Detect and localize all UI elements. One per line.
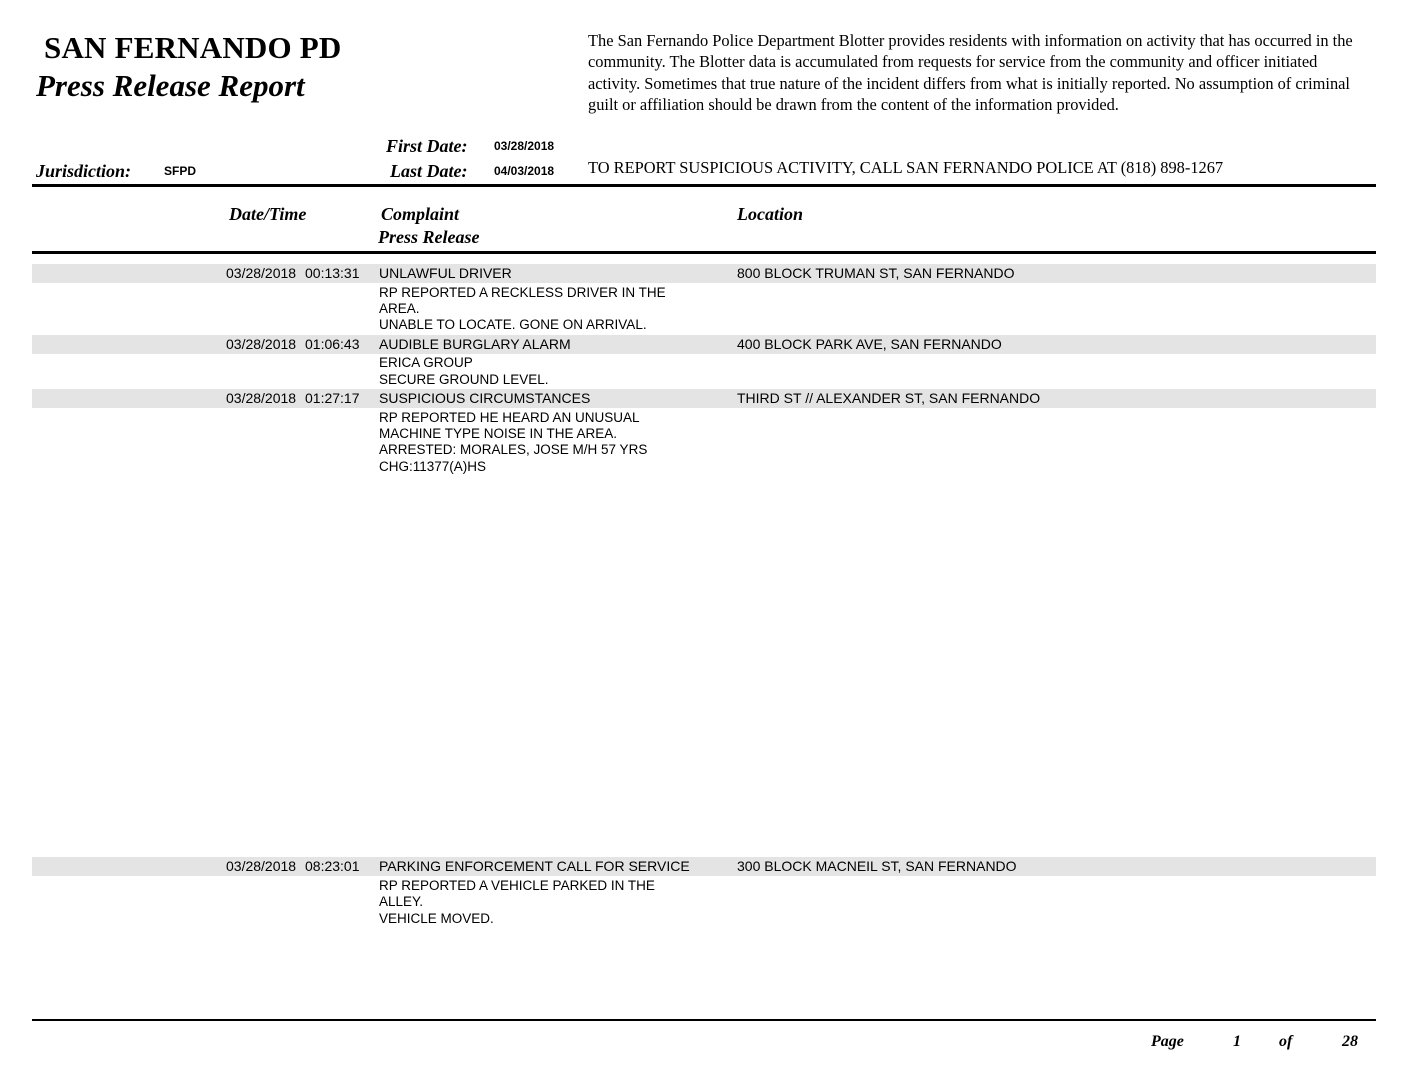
- entry-complaint: PARKING ENFORCEMENT CALL FOR SERVICE: [379, 858, 690, 874]
- last-date-value: 04/03/2018: [494, 164, 555, 178]
- entry-complaint: AUDIBLE BURGLARY ALARM: [379, 336, 571, 352]
- page-label: Page: [1151, 1033, 1184, 1050]
- total-pages: 28: [1342, 1033, 1358, 1050]
- entry-date: 03/28/2018: [226, 265, 297, 281]
- entry-time: 00:13:31: [305, 265, 360, 281]
- column-header-location: Location: [737, 204, 803, 224]
- entry-time: 08:23:01: [305, 858, 360, 874]
- entry-complaint: SUSPICIOUS CIRCUMSTANCES: [379, 390, 591, 406]
- column-header-datetime: Date/Time: [229, 204, 307, 224]
- page-number: 1: [1233, 1033, 1241, 1050]
- jurisdiction-label: Jurisdiction:: [36, 161, 132, 181]
- entry-date: 03/28/2018: [226, 336, 297, 352]
- entry-detail-line: ERICA GROUP: [379, 355, 473, 370]
- header-divider: [32, 184, 1376, 187]
- entry-detail-line: RP REPORTED A RECKLESS DRIVER IN THE: [379, 285, 666, 300]
- entry-detail-line: ALLEY.: [379, 894, 424, 909]
- jurisdiction-value: SFPD: [164, 164, 197, 178]
- entry-detail-line: UNABLE TO LOCATE. GONE ON ARRIVAL.: [379, 317, 647, 332]
- footer-divider: [32, 1019, 1376, 1021]
- entry-detail-line: MACHINE TYPE NOISE IN THE AREA.: [379, 426, 618, 441]
- entry-time: 01:27:17: [305, 390, 360, 406]
- entry-detail-line: SECURE GROUND LEVEL.: [379, 372, 549, 387]
- entry-location: 400 BLOCK PARK AVE, SAN FERNANDO: [737, 336, 1002, 352]
- entry-date: 03/28/2018: [226, 390, 297, 406]
- first-date-label: First Date:: [386, 136, 468, 156]
- disclaimer-text: The San Fernando Police Department Blotter provides residents with information on activity that has occurred in the community. The Blotter data is accumulated from requests for service from the community and officer initiated activity. Sometimes that true nature of the incident differs from what is initially reported. No assumption of criminal guilt or affiliation should be drawn from the content of the information provided.: [588, 31, 1353, 114]
- column-header-press-release: Press Release: [378, 227, 480, 247]
- entry-date: 03/28/2018: [226, 858, 297, 874]
- report-title: Press Release Report: [36, 68, 305, 103]
- of-label: of: [1279, 1033, 1293, 1050]
- entry-location: 800 BLOCK TRUMAN ST, SAN FERNANDO: [737, 265, 1015, 281]
- entry-detail-line: AREA.: [379, 301, 420, 316]
- column-header-complaint: Complaint: [381, 204, 460, 224]
- entry-detail-line: VEHICLE MOVED.: [379, 911, 494, 926]
- entry-detail-line: CHG:11377(A)HS: [379, 459, 487, 474]
- entry-location: THIRD ST // ALEXANDER ST, SAN FERNANDO: [737, 390, 1041, 406]
- entry-detail-line: RP REPORTED HE HEARD AN UNUSUAL: [379, 410, 640, 425]
- first-date-value: 03/28/2018: [494, 139, 555, 153]
- agency-name: SAN FERNANDO PD: [44, 30, 342, 65]
- entry-detail-line: RP REPORTED A VEHICLE PARKED IN THE: [379, 878, 655, 893]
- hotline-notice: TO REPORT SUSPICIOUS ACTIVITY, CALL SAN FERNANDO POLICE AT (818) 898-1267: [588, 158, 1224, 177]
- last-date-label: Last Date:: [390, 161, 468, 181]
- entry-location: 300 BLOCK MACNEIL ST, SAN FERNANDO: [737, 858, 1017, 874]
- entry-time: 01:06:43: [305, 336, 360, 352]
- entry-detail-line: ARRESTED: MORALES, JOSE M/H 57 YRS: [379, 442, 648, 457]
- entry-complaint: UNLAWFUL DRIVER: [379, 265, 512, 281]
- column-header-divider: [32, 251, 1376, 254]
